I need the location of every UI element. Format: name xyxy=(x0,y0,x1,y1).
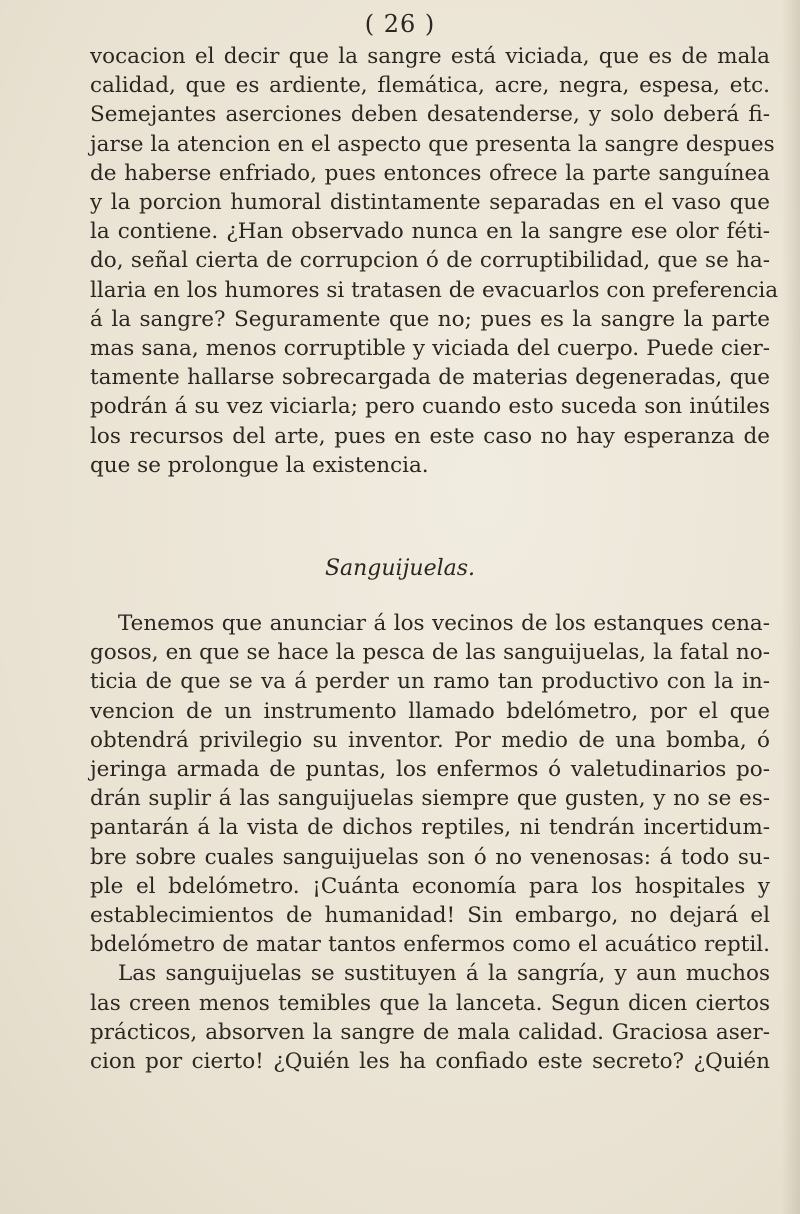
text-line: tamente hallarse sobrecargada de materias degeneradas, que xyxy=(90,365,770,391)
page-edge-shadow xyxy=(782,0,800,1214)
text-line: podrán á su vez viciarla; pero cuando esto suceda son inútiles xyxy=(90,394,770,420)
text-line: bre sobre cuales sanguijuelas son ó no venenosas: á todo su- xyxy=(90,844,770,870)
text-line: cion por cierto! ¿Quién les ha confiado este secreto? ¿Quién xyxy=(90,1049,770,1075)
paragraph-1 xyxy=(90,42,779,480)
text-line: Las sanguijuelas se sustituyen á la sangría, y aun muchos xyxy=(118,961,770,987)
text-line: de haberse enfriado, pues entonces ofrece la parte sanguínea xyxy=(90,160,770,186)
text-line: jeringa armada de puntas, los enfermos ó valetudinarios po- xyxy=(90,757,770,783)
text-line: vocacion el decir que la sangre está viciada, que es de mala xyxy=(90,44,770,69)
section-title: Sanguijuelas. xyxy=(324,556,476,581)
text-line: ple el bdelómetro. ¡Cuánta economía para los hospitales y xyxy=(90,873,770,899)
text-line: mas sana, menos corruptible y viciada del cuerpo. Puede cier- xyxy=(90,336,770,362)
text-line: las creen menos temibles que la lanceta. Segun dicen ciertos xyxy=(90,990,770,1016)
text-line: llaria en los humores si tratasen de evacuarlos con preferencia xyxy=(90,277,779,303)
text-line: los recursos del arte, pues en este caso no hay esperanza de xyxy=(90,423,770,449)
text-line: establecimientos de humanidad! Sin embargo, no dejará el xyxy=(90,903,770,929)
text-line: bdelómetro de matar tantos enfermos como el acuático reptil. xyxy=(90,932,770,958)
text-line: pantarán á la vista de dichos reptiles, ni tendrán incertidum- xyxy=(90,815,770,841)
text-line: prácticos, absorven la sangre de mala calidad. Graciosa aser- xyxy=(90,1019,770,1045)
text-line: do, señal cierta de corrupcion ó de corruptibilidad, que se ha- xyxy=(90,248,770,274)
text-line: que se prolongue la existencia. xyxy=(90,452,429,478)
text-line: la contiene. ¿Han observado nunca en la sangre ese olor féti- xyxy=(90,219,770,245)
text-line: gosos, en que se hace la pesca de las sanguijuelas, la fatal no- xyxy=(90,640,770,666)
text-line: á la sangre? Seguramente que no; pues es la sangre la parte xyxy=(90,306,770,332)
text-line: y la porcion humoral distintamente separadas en el vaso que xyxy=(90,190,770,216)
text-line: Semejantes aserciones deben desatenderse, y solo deberá fi- xyxy=(90,102,770,128)
text-line: jarse la atencion en el aspecto que presenta la sangre despues xyxy=(90,131,775,157)
paragraph-2 xyxy=(90,609,770,1076)
text-line: obtendrá privilegio su inventor. Por medio de una bomba, ó xyxy=(90,727,770,753)
page-number: ( 26 ) xyxy=(364,10,436,38)
text-line: calidad, que es ardiente, flemática, acre, negra, espesa, etc. xyxy=(90,73,770,99)
text-line: vencion de un instrumento llamado bdelómetro, por el que xyxy=(90,698,770,724)
text-line: drán suplir á las sanguijuelas siempre que gusten, y no se es- xyxy=(90,786,770,812)
text-line: Tenemos que anunciar á los vecinos de los estanques cena- xyxy=(118,611,770,636)
text-line: ticia de que se va á perder un ramo tan productivo con la in- xyxy=(90,669,770,695)
